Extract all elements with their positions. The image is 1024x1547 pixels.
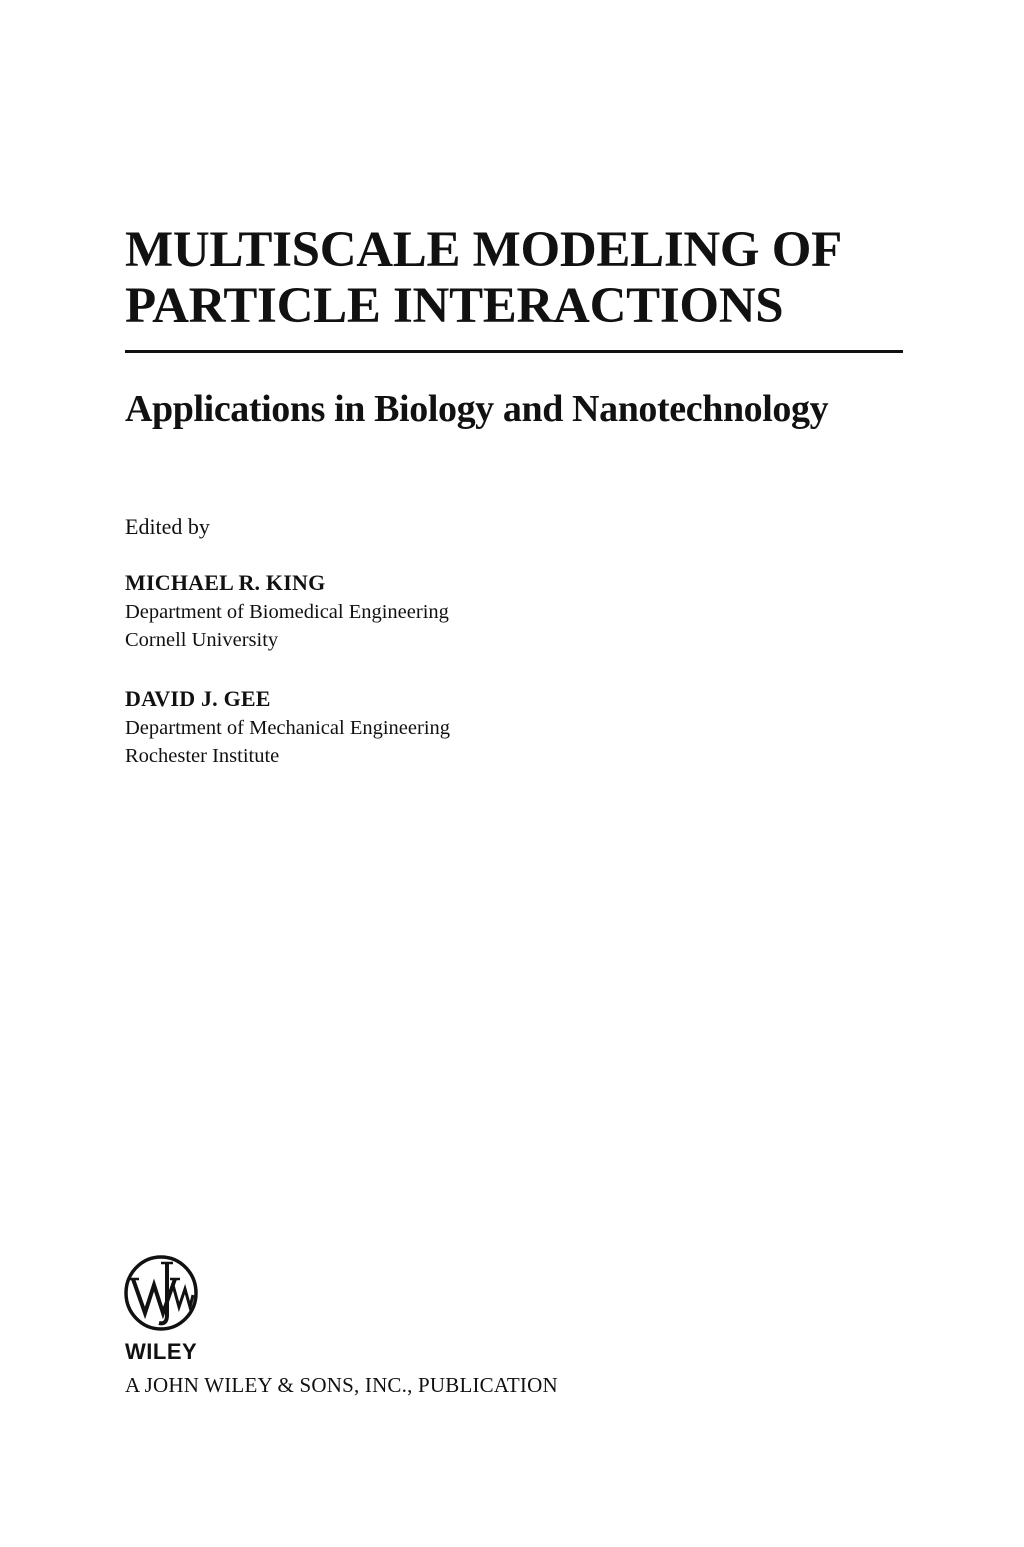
title-divider: [125, 350, 903, 353]
title-line-2: PARTICLE INTERACTIONS: [125, 278, 784, 334]
editor-name: MICHAEL R. KING: [125, 570, 326, 595]
wiley-logo-text: WILEY: [125, 1339, 198, 1364]
publisher-line: A JOHN WILEY & SONS, INC., PUBLICATION: [125, 1373, 558, 1397]
editor-department: Department of Mechanical Engineering: [125, 717, 451, 739]
editor-block: [125, 568, 725, 654]
book-title: [125, 222, 915, 334]
editor-block: [125, 684, 725, 770]
editor-department: Department of Biomedical Engineering: [125, 601, 449, 623]
editor-institution: Cornell University: [125, 629, 279, 651]
edited-by-label: Edited by: [125, 514, 210, 539]
editor-institution: Rochester Institute: [125, 745, 280, 767]
book-subtitle: Applications in Biology and Nanotechnology: [125, 388, 829, 430]
wiley-logo-icon: [123, 1255, 201, 1335]
editor-name: DAVID J. GEE: [125, 686, 271, 711]
title-line-1: MULTISCALE MODELING OF: [125, 222, 842, 278]
